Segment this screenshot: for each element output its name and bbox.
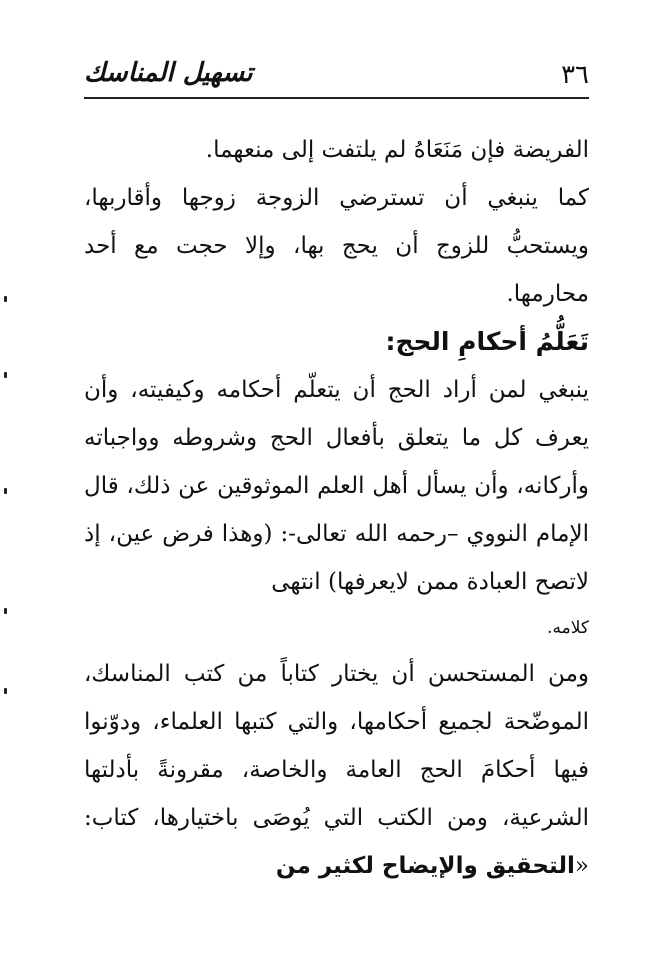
paragraph-continuation: الفريضة فإن مَنَعَاهُ لم يلتفت إلى منعهما. bbox=[205, 137, 589, 163]
paragraph-wife-permission: كما ينبغي أن تسترضي الزوجة زوجها وأقاربها، ويستحبُّ للزوج أن يحج بها، وإلا حجت مع أحد محارمها. bbox=[84, 185, 589, 307]
paragraph-books bbox=[84, 650, 589, 890]
running-title: تسهيل المناسك bbox=[84, 58, 253, 88]
margin-mark bbox=[4, 296, 7, 302]
book-title: التحقيق والإيضاح لكثير من bbox=[275, 853, 575, 879]
body-text bbox=[84, 126, 589, 890]
page-number: ٣٦ bbox=[561, 60, 589, 90]
paragraph-learning-rules: ينبغي لمن أراد الحج أن يتعلّم أحكامه وكيفيته، وأن يعرف كل ما يتعلق بأفعال الحج وشروطه وواجباته وأركانه، وأن يسأل أهل العلم الموثوقين عن ذلك، قال الإمام النووي –رحمه الله تعالى-: (وهذا فرض عين، إذ لاتصح العبادة ممن لايعرفها) انتهى bbox=[84, 377, 589, 595]
margin-mark bbox=[4, 372, 7, 378]
paragraph-books-text: ومن المستحسن أن يختار كتاباً من كتب المناسك، الموضّحة لجميع أحكامها، والتي كتبها العلماء، ودوّنوا فيها أحكامَ الحج العامة والخاصة، مقرونةً بأدلتها الشرعية، ومن الكتب التي يُوصَى باختيارها، كتاب: « bbox=[84, 661, 589, 879]
margin-mark bbox=[4, 488, 7, 494]
page-header bbox=[84, 58, 589, 98]
margin-mark bbox=[4, 608, 7, 614]
section-heading: تَعَلُّمُ أحكامِ الحج: bbox=[385, 327, 589, 356]
header-rule bbox=[84, 97, 589, 99]
paragraph-end: كلامه. bbox=[547, 618, 589, 638]
margin-mark bbox=[4, 688, 7, 694]
